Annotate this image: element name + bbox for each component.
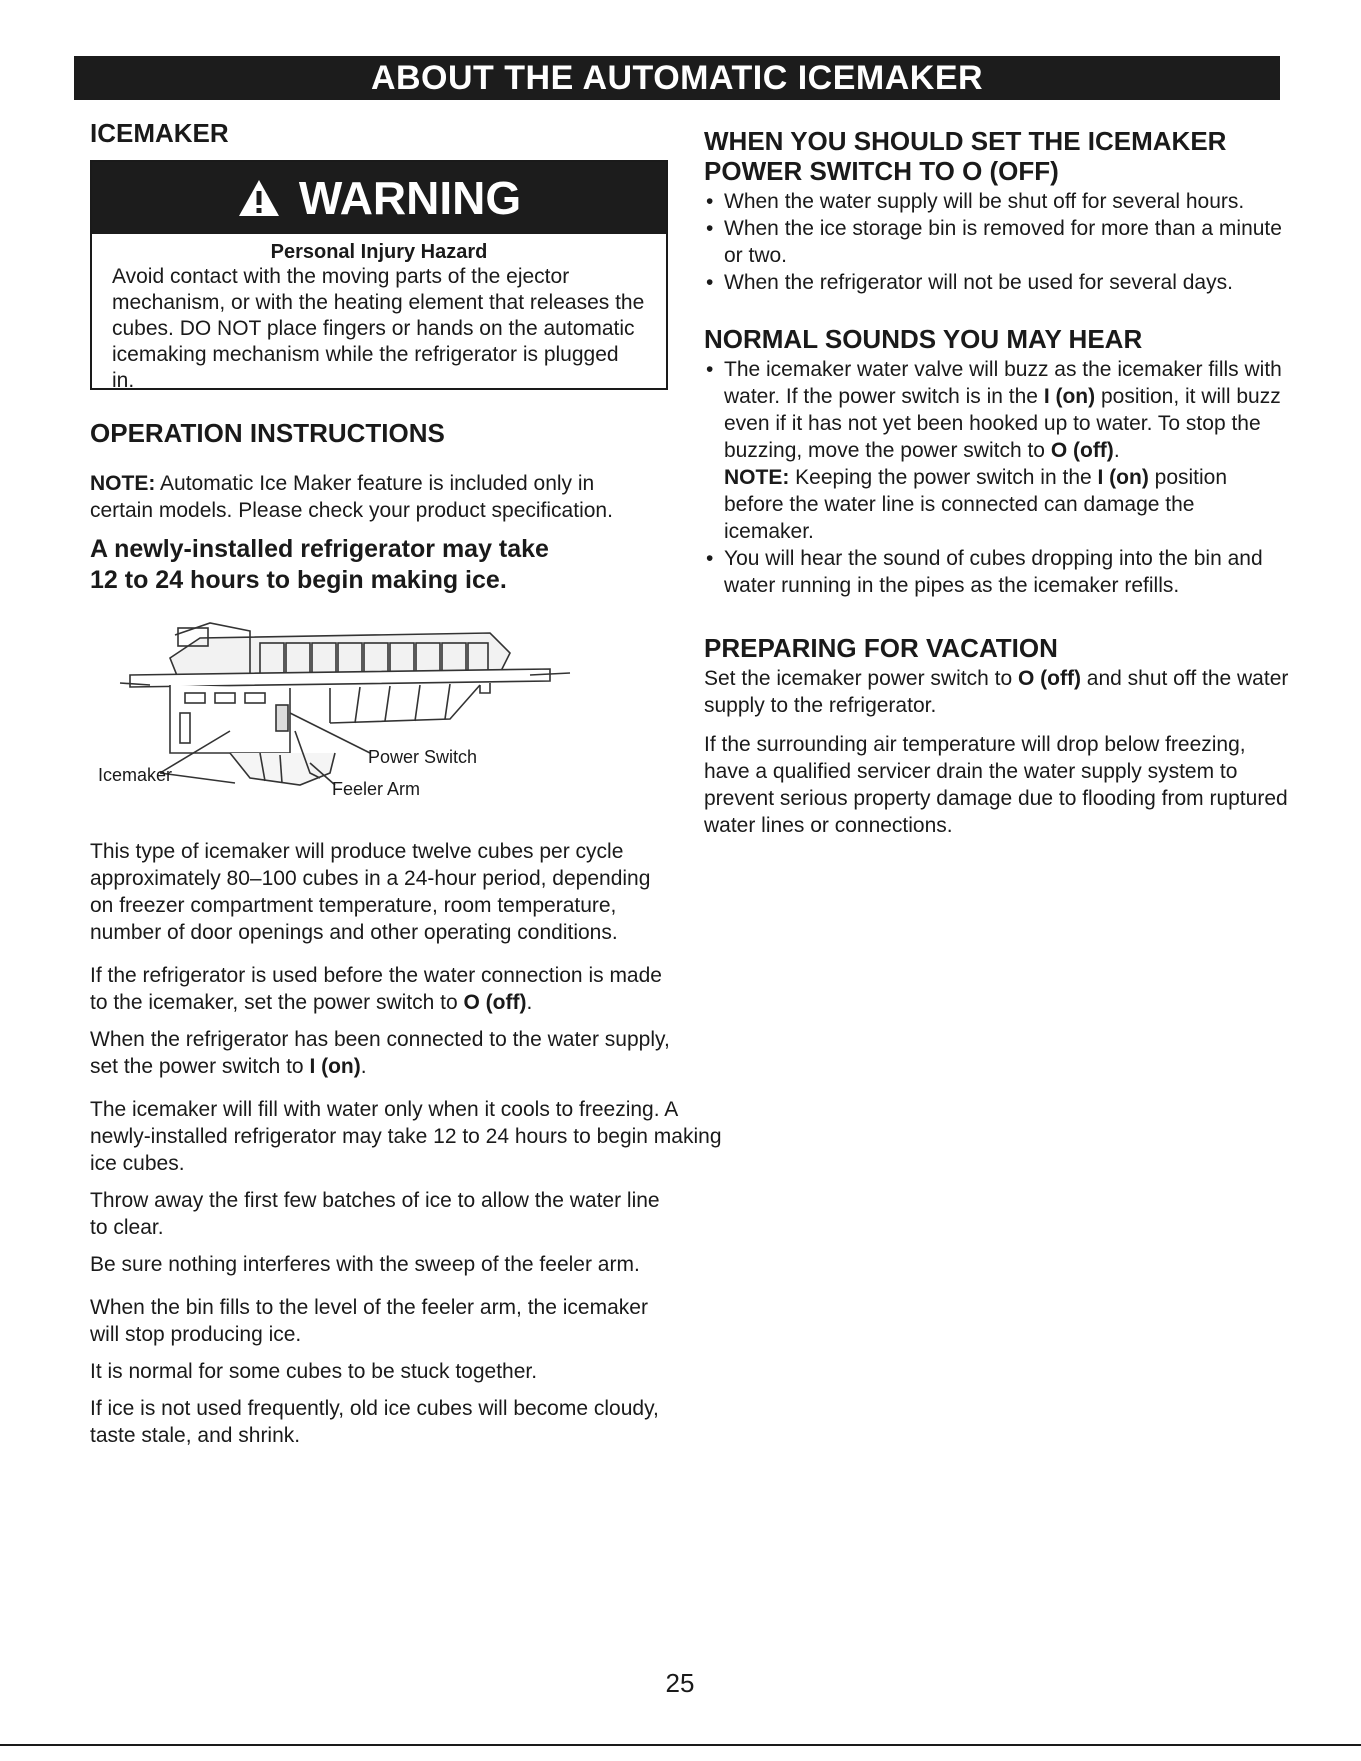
- right-column: [704, 126, 1289, 839]
- vacation-heading: PREPARING FOR VACATION: [704, 633, 1058, 663]
- label-feeler-arm: Feeler Arm: [332, 779, 421, 799]
- new-fridge-emphasis: A newly-installed refrigerator may take 12 to 24 hours to begin making ice.: [90, 535, 549, 594]
- bin-full-text: When the bin fills to the level of the feeler arm, the icemaker will stop producing ice.: [90, 1296, 648, 1346]
- warning-body: Avoid contact with the moving parts of the ejector mechanism, or with the heating element that releases the cubes. DO NOT place fingers or hands on the automatic icemaking mechanism while the refrigerator is plugged in.: [112, 265, 645, 392]
- before-connection-text: If the refrigerator is used before the water connection is made to the icemaker, set the power switch to O (off).: [90, 964, 662, 1014]
- stuck-cubes-text: It is normal for some cubes to be stuck together.: [90, 1360, 538, 1383]
- warning-title: WARNING: [298, 172, 522, 224]
- when-off-list: [704, 188, 1289, 296]
- operation-note: NOTE: Automatic Ice Maker feature is included only in certain models. Please check your product specification.: [90, 472, 613, 522]
- page-number: 25: [665, 1668, 695, 1698]
- fill-when-freezing-text: The icemaker will fill with water only when it cools to freezing. A newly-installed refrigerator may take 12 to 24 hours to begin making ice cubes.: [90, 1098, 722, 1175]
- warning-header: [92, 162, 666, 234]
- warning-subtitle: Personal Injury Hazard: [270, 241, 488, 263]
- page-banner: ABOUT THE AUTOMATIC ICEMAKER: [74, 56, 1280, 100]
- after-connection-text: When the refrigerator has been connected to the water supply, set the power switch to I (on).: [90, 1028, 670, 1078]
- warning-box: [90, 160, 668, 390]
- first-batches-text: Throw away the first few batches of ice to allow the water line to clear.: [90, 1189, 660, 1239]
- normal-sounds-heading: NORMAL SOUNDS YOU MAY HEAR: [704, 324, 1143, 354]
- footer-rule: [0, 1744, 1361, 1746]
- icemaker-heading: ICEMAKER: [90, 118, 229, 148]
- list-item: • When the refrigerator will not be used for several days.: [704, 269, 1289, 296]
- label-power-switch: Power Switch: [368, 747, 478, 767]
- list-item: • When the ice storage bin is removed for more than a minute or two.: [704, 215, 1289, 269]
- left-column: [90, 118, 722, 1447]
- operation-heading: OPERATION INSTRUCTIONS: [90, 418, 445, 448]
- old-ice-text: If ice is not used frequently, old ice cubes will become cloudy, taste stale, and shrink.: [90, 1397, 659, 1447]
- vacation-switch-text: Set the icemaker power switch to O (off) and shut off the water supply to the refrigerator.: [704, 667, 1289, 717]
- list-item: • You will hear the sound of cubes dropping into the bin and water running in the pipes as the icemaker refills.: [704, 545, 1289, 599]
- when-off-heading: WHEN YOU SHOULD SET THE ICEMAKER POWER SWITCH TO O (OFF): [704, 126, 1227, 186]
- cubes-per-cycle-text: This type of icemaker will produce twelve cubes per cycle approximately 80–100 cubes in a 24-hour period, depending on freezer compartment temperature, room temperature, number of door openings and other operating conditions.: [90, 840, 651, 944]
- list-item: • When the water supply will be shut off for several hours.: [704, 188, 1289, 215]
- vacation-freezing-text: If the surrounding air temperature will drop below freezing, have a qualified servicer drain the water supply system to prevent serious property damage due to flooding from ruptured water lines or connections.: [704, 733, 1288, 837]
- warning-triangle-icon: [237, 178, 281, 218]
- normal-sounds-list: [704, 356, 1289, 599]
- feeler-sweep-text: Be sure nothing interferes with the sweep of the feeler arm.: [90, 1253, 640, 1276]
- label-icemaker: Icemaker: [98, 765, 173, 785]
- icemaker-diagram: [100, 613, 650, 823]
- list-item: • The icemaker water valve will buzz as the icemaker fills with water. If the power switch is in the I (on) position, it will buzz even if it has not yet been hooked up to water. To stop the buzzing, move the power switch to O (off). NOTE: Keeping the power switch in the I (on) position before the water line is connected can damage the icemaker.: [704, 356, 1289, 545]
